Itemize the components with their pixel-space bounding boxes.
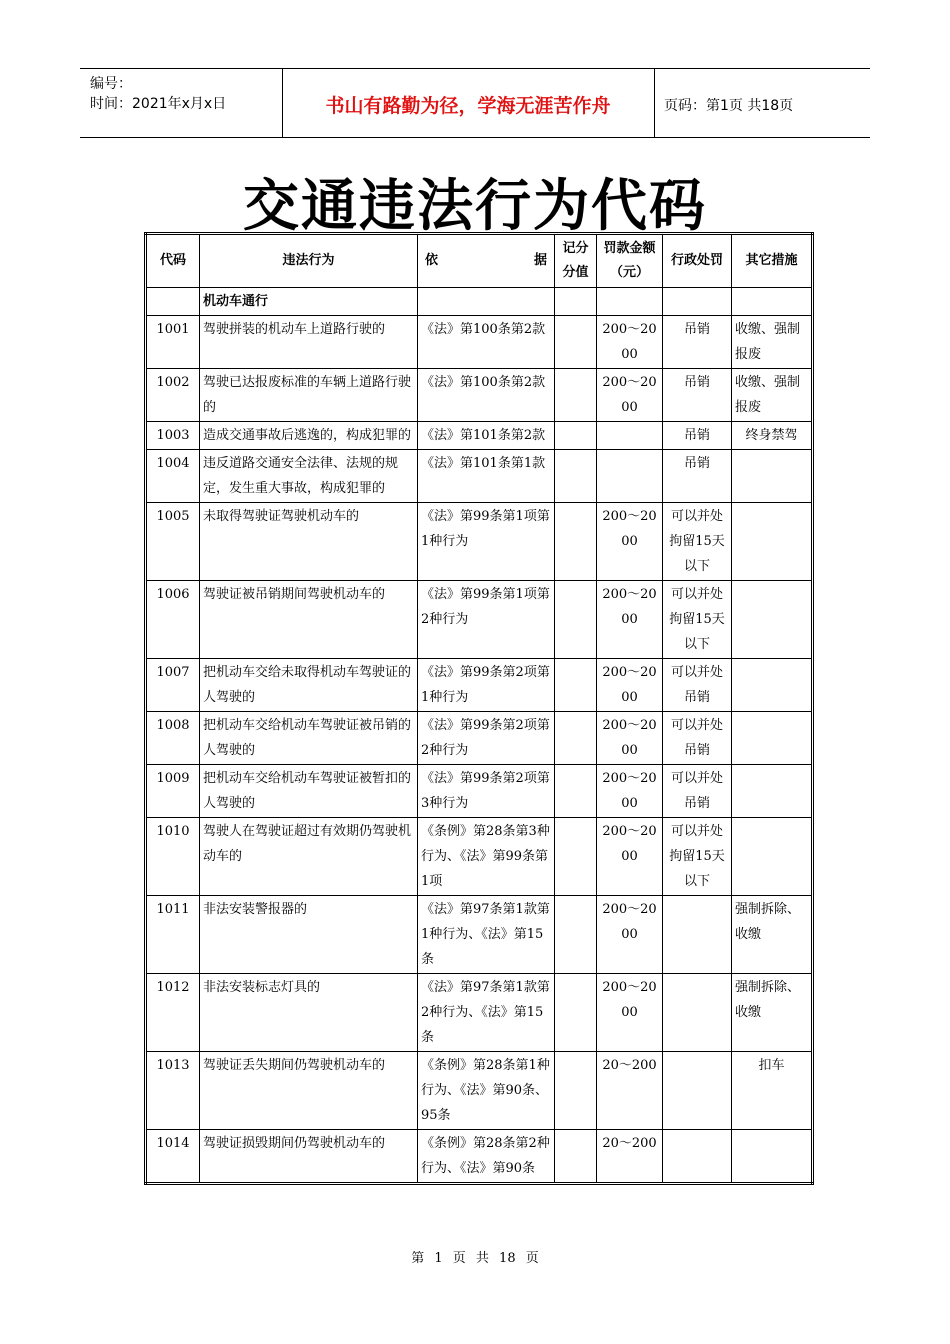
- points-cell: [555, 659, 597, 712]
- table-row: [146, 974, 813, 1052]
- table-row: [146, 450, 813, 503]
- behavior-cell: 造成交通事故后逃逸的，构成犯罪的: [200, 422, 418, 450]
- other-cell: 终身禁驾: [732, 422, 813, 450]
- behavior-cell: 违反道路交通安全法律、法规的规定，发生重大事故，构成犯罪的: [200, 450, 418, 503]
- code-cell: 1014: [146, 1130, 200, 1184]
- other-cell: 收缴、强制报废: [732, 369, 813, 422]
- fine-cell: 200～2000: [597, 659, 663, 712]
- section-label: 机动车通行: [200, 288, 418, 316]
- time-label: 时间：2021年x月x日: [90, 96, 227, 112]
- basis-cell: 《法》第97条第1款第2种行为、《法》第15条: [418, 974, 555, 1052]
- basis-cell: 《法》第99条第2项第3种行为: [418, 765, 555, 818]
- basis-cell: 《法》第101条第2款: [418, 422, 555, 450]
- header-basis-left: 依: [425, 253, 439, 268]
- behavior-cell: 非法安装标志灯具的: [200, 974, 418, 1052]
- fine-cell: 200～2000: [597, 581, 663, 659]
- behavior-cell: 非法安装警报器的: [200, 896, 418, 974]
- basis-cell: 《条例》第28条第2种行为、《法》第90条: [418, 1130, 555, 1184]
- code-cell: 1001: [146, 316, 200, 369]
- document-title: 交通违法行为代码: [243, 174, 707, 239]
- page-info: 页码：第1页 共18页: [664, 98, 794, 114]
- code-cell: 1003: [146, 422, 200, 450]
- admin-cell: [663, 1130, 732, 1184]
- behavior-cell: 把机动车交给机动车驾驶证被吊销的人驾驶的: [200, 712, 418, 765]
- behavior-cell: 把机动车交给机动车驾驶证被暂扣的人驾驶的: [200, 765, 418, 818]
- behavior-cell: 把机动车交给未取得机动车驾驶证的人驾驶的: [200, 659, 418, 712]
- header-points: 记分分值: [555, 234, 597, 288]
- behavior-cell: 驾驶证丢失期间仍驾驶机动车的: [200, 1052, 418, 1130]
- header-page-cell: [654, 69, 870, 137]
- table-row: [146, 1130, 813, 1184]
- fine-cell: 200～2000: [597, 818, 663, 896]
- behavior-cell: 驾驶证被吊销期间驾驶机动车的: [200, 581, 418, 659]
- code-cell: 1007: [146, 659, 200, 712]
- basis-cell: 《法》第100条第2款: [418, 316, 555, 369]
- code-cell: 1012: [146, 974, 200, 1052]
- basis-cell: 《条例》第28条第1种行为、《法》第90条、95条: [418, 1052, 555, 1130]
- fine-cell: [597, 450, 663, 503]
- header-behavior: 违法行为: [200, 234, 418, 288]
- points-cell: [555, 316, 597, 369]
- points-cell: [555, 712, 597, 765]
- header-other: 其它措施: [732, 234, 813, 288]
- admin-cell: 吊销: [663, 422, 732, 450]
- admin-cell: 可以并处吊销: [663, 659, 732, 712]
- header-basis-right: 据: [533, 253, 547, 268]
- behavior-cell: 驾驶已达报废标准的车辆上道路行驶的: [200, 369, 418, 422]
- admin-cell: 吊销: [663, 369, 732, 422]
- points-cell: [555, 765, 597, 818]
- table-header-row: [146, 234, 813, 288]
- code-cell: 1006: [146, 581, 200, 659]
- code-cell: 1005: [146, 503, 200, 581]
- admin-cell: 吊销: [663, 316, 732, 369]
- number-label: 编号：: [90, 76, 132, 92]
- admin-cell: [663, 1052, 732, 1130]
- behavior-cell: 未取得驾驶证驾驶机动车的: [200, 503, 418, 581]
- fine-cell: 200～2000: [597, 896, 663, 974]
- points-cell: [555, 1130, 597, 1184]
- points-cell: [555, 818, 597, 896]
- header-basis: [418, 234, 555, 288]
- basis-cell: 《法》第99条第2项第1种行为: [418, 659, 555, 712]
- points-cell: [555, 1052, 597, 1130]
- other-cell: 收缴、强制报废: [732, 316, 813, 369]
- header-motto-cell: [282, 69, 655, 137]
- admin-cell: [663, 974, 732, 1052]
- basis-cell: 《法》第99条第2项第2种行为: [418, 712, 555, 765]
- fine-cell: 200～2000: [597, 316, 663, 369]
- table-body: [146, 288, 813, 1184]
- header-code: 代码: [146, 234, 200, 288]
- behavior-cell: 驾驶证损毁期间仍驾驶机动车的: [200, 1130, 418, 1184]
- other-cell: [732, 765, 813, 818]
- basis-cell: 《法》第97条第1款第1种行为、《法》第15条: [418, 896, 555, 974]
- other-cell: [732, 450, 813, 503]
- other-cell: 强制拆除、收缴: [732, 896, 813, 974]
- fine-cell: 20～200: [597, 1052, 663, 1130]
- behavior-cell: 驾驶拼装的机动车上道路行驶的: [200, 316, 418, 369]
- behavior-cell: 驾驶人在驾驶证超过有效期仍驾驶机动车的: [200, 818, 418, 896]
- fine-cell: 200～2000: [597, 765, 663, 818]
- header-admin: 行政处罚: [663, 234, 732, 288]
- admin-cell: [663, 896, 732, 974]
- fine-cell: 200～2000: [597, 712, 663, 765]
- table-row: [146, 581, 813, 659]
- code-cell: 1002: [146, 369, 200, 422]
- admin-cell: 可以并处吊销: [663, 712, 732, 765]
- points-cell: [555, 369, 597, 422]
- admin-cell: 可以并处吊销: [663, 765, 732, 818]
- other-cell: [732, 659, 813, 712]
- points-cell: [555, 581, 597, 659]
- other-cell: [732, 503, 813, 581]
- table-row: [146, 503, 813, 581]
- basis-cell: 《法》第99条第1项第2种行为: [418, 581, 555, 659]
- page-header: [80, 68, 870, 138]
- other-cell: 强制拆除、收缴: [732, 974, 813, 1052]
- motto: 书山有路勤为径，学海无涯苦作舟: [325, 95, 611, 117]
- header-fine: 罚款金额（元）: [597, 234, 663, 288]
- table-row: [146, 1052, 813, 1130]
- code-cell: 1004: [146, 450, 200, 503]
- points-cell: [555, 974, 597, 1052]
- fine-cell: 200～2000: [597, 369, 663, 422]
- table-row: [146, 316, 813, 369]
- table-row: [146, 896, 813, 974]
- other-cell: [732, 712, 813, 765]
- basis-cell: 《法》第99条第1项第1种行为: [418, 503, 555, 581]
- code-cell: 1013: [146, 1052, 200, 1130]
- points-cell: [555, 450, 597, 503]
- table-row: [146, 369, 813, 422]
- points-cell: [555, 422, 597, 450]
- admin-cell: 吊销: [663, 450, 732, 503]
- other-cell: [732, 581, 813, 659]
- fine-cell: 200～2000: [597, 503, 663, 581]
- fine-cell: 20～200: [597, 1130, 663, 1184]
- code-cell: 1010: [146, 818, 200, 896]
- basis-cell: 《法》第101条第1款: [418, 450, 555, 503]
- section-row: [146, 288, 813, 316]
- other-cell: [732, 818, 813, 896]
- table-row: [146, 765, 813, 818]
- page-footer: 第 1 页 共 18 页: [411, 1251, 539, 1266]
- points-cell: [555, 503, 597, 581]
- code-cell: 1008: [146, 712, 200, 765]
- basis-cell: 《法》第100条第2款: [418, 369, 555, 422]
- fine-cell: 200～2000: [597, 974, 663, 1052]
- code-cell: 1011: [146, 896, 200, 974]
- table-row: [146, 659, 813, 712]
- fine-cell: [597, 422, 663, 450]
- points-cell: [555, 896, 597, 974]
- table-row: [146, 712, 813, 765]
- admin-cell: 可以并处拘留15天以下: [663, 503, 732, 581]
- basis-cell: 《条例》第28条第3种行为、《法》第99条第1项: [418, 818, 555, 896]
- header-meta-cell: [80, 69, 283, 137]
- table-row: [146, 422, 813, 450]
- table-row: [146, 818, 813, 896]
- admin-cell: 可以并处拘留15天以下: [663, 581, 732, 659]
- code-cell: 1009: [146, 765, 200, 818]
- other-cell: [732, 1130, 813, 1184]
- other-cell: 扣车: [732, 1052, 813, 1130]
- violation-code-table: [144, 232, 814, 1185]
- admin-cell: 可以并处拘留15天以下: [663, 818, 732, 896]
